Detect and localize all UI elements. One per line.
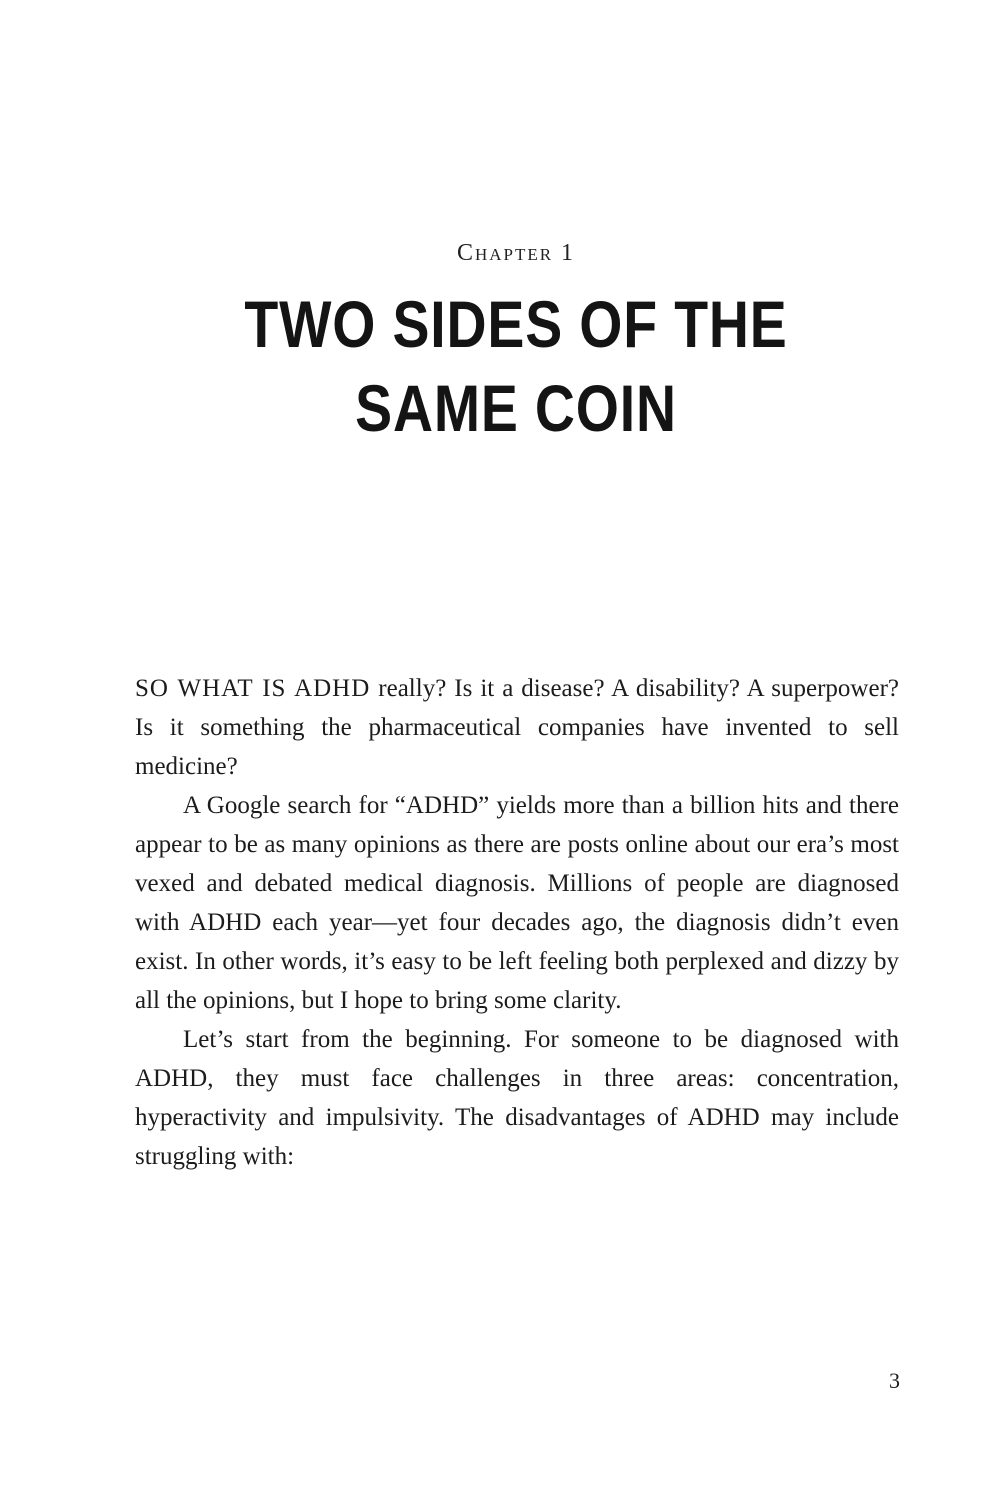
paragraph-2: A Google search for “ADHD” yields more than a billion hits and there appear to be as many opinions as there are posts online about our era’s most vexed and debated medical diagnosis. Millions of people are diagnosed with ADHD each year—yet four decades ago, the diagnosis didn’t even exist. In other words, it’s easy to be left feeling both perplexed and dizzy by all the opinions, but I hope to bring some clarity. — [135, 792, 899, 1014]
paragraph-3: Let’s start from the beginning. For someone to be diagnosed with ADHD, they must face challenges in three areas: concentration, hyperactivity and impulsivity. The disadvantages of ADHD may include struggling with: — [135, 1026, 899, 1170]
chapter-title-line-2: SAME COIN — [355, 371, 677, 445]
paragraph-1-lead: SO WHAT IS ADHD — [135, 675, 371, 702]
paragraph-1-rest: really? Is it a disease? A disability? A superpower? Is it something the pharmaceutical companies have invented to sell medicine? — [135, 675, 899, 780]
chapter-title — [83, 282, 950, 450]
paragraph-1 — [135, 669, 899, 786]
chapter-title-line-1: TWO SIDES OF THE — [244, 287, 788, 361]
body-text — [135, 669, 899, 1176]
chapter-label: Chapter 1 — [456, 240, 576, 266]
page-number: 3 — [889, 1368, 900, 1393]
